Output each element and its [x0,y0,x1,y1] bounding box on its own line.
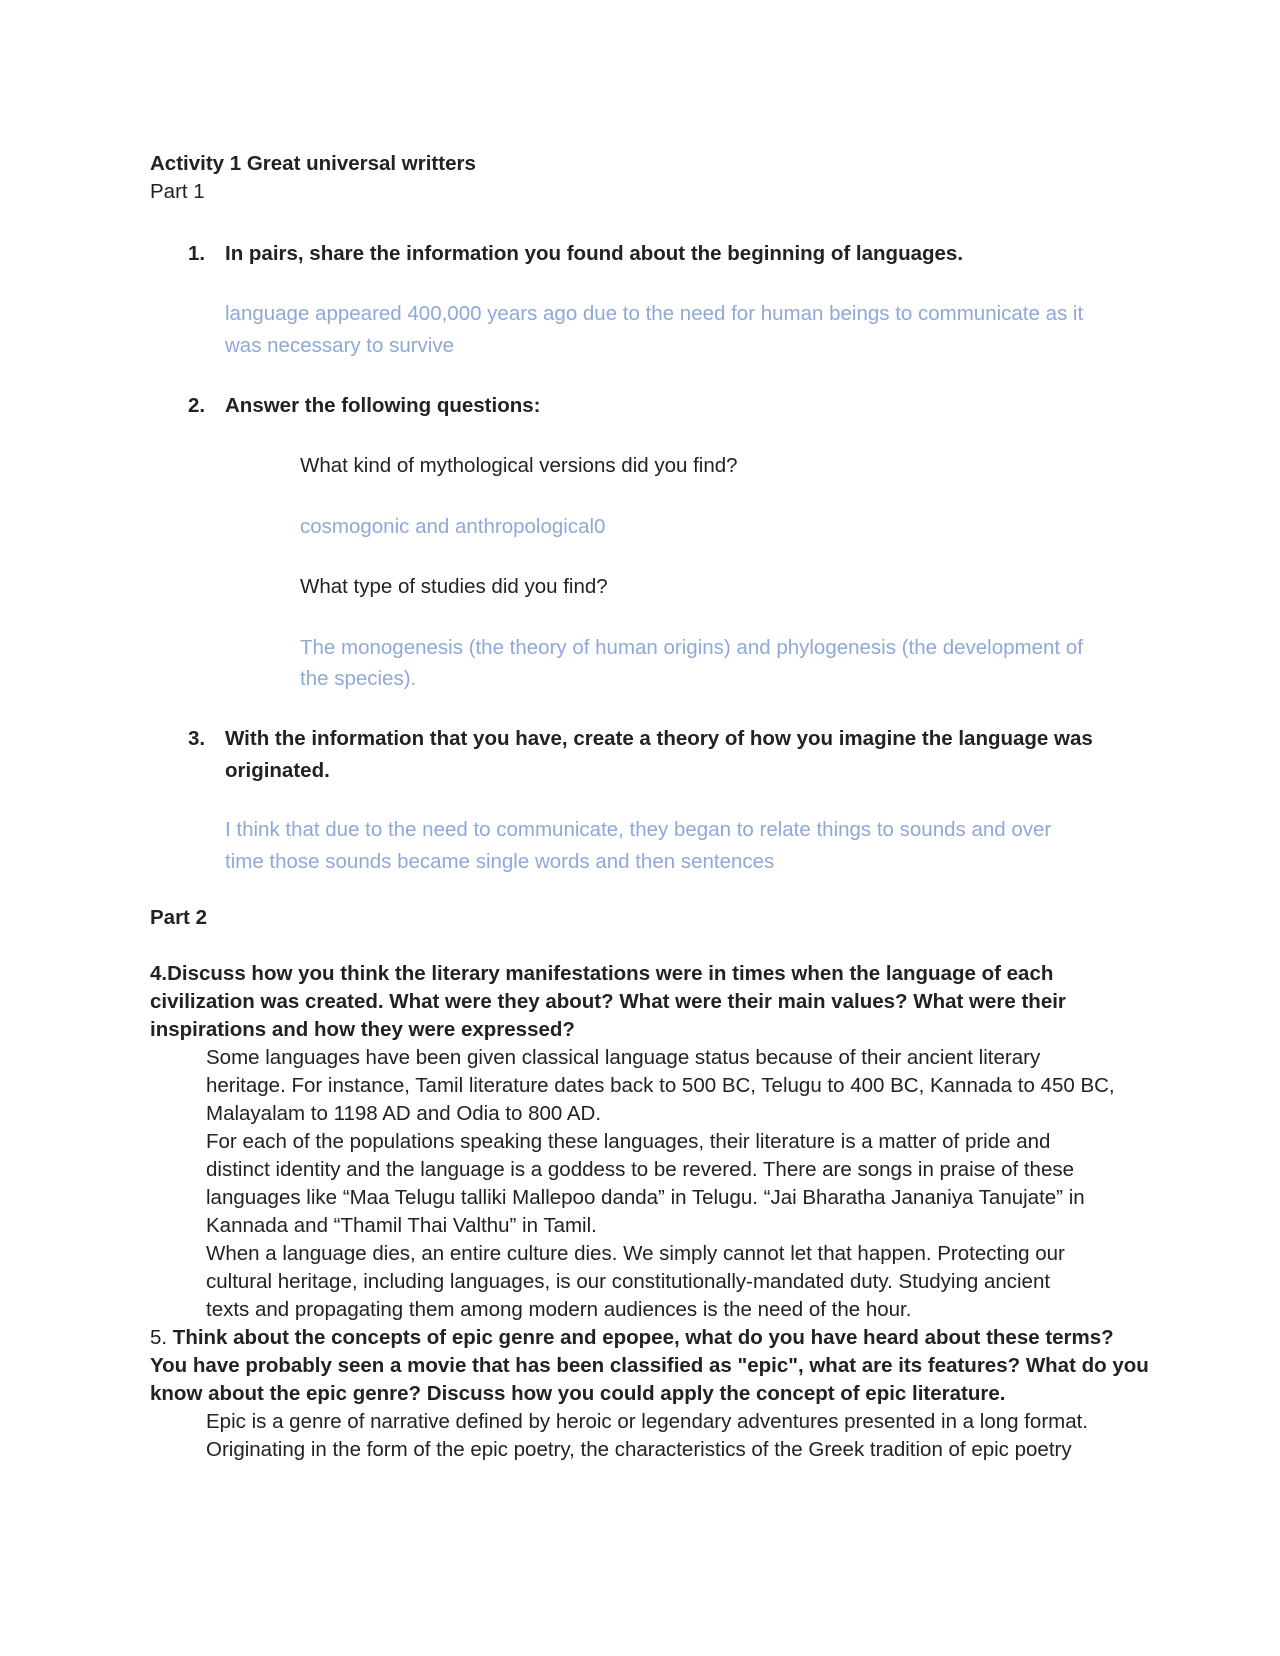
q1-answer-line: was necessary to survive [225,334,455,357]
q3-answer-line: time those sounds became single words and then sentences [225,850,775,873]
q4-answer-line: When a language dies, an entire culture dies. We simply cannot let that happen. Protecting our [206,1242,1065,1265]
q3-answer-line: I think that due to the need to communicate, they began to relate things to sounds and over [225,818,1052,841]
q3-number: 3. [188,727,206,750]
q4-answer-line: heritage. For instance, Tamil literature dates back to 500 BC, Telugu to 400 BC, Kannada to 450 BC, [206,1074,1115,1097]
part2-label: Part 2 [150,906,207,929]
q4-answer-line: Some languages have been given classical language status because of their ancient literary [206,1046,1041,1069]
q2-sub1-question: What kind of mythological versions did you find? [300,454,738,477]
q4-answer-line: texts and propagating them among modern audiences is the need of the hour. [206,1298,912,1321]
q2-sub2-question: What type of studies did you find? [300,575,608,598]
q4-answer-line: Malayalam to 1198 AD and Odia to 800 AD. [206,1102,602,1125]
q5-answer-line: Originating in the form of the epic poetry, the characteristics of the Greek tradition of epic poetry [206,1438,1072,1461]
q2-sub1-answer: cosmogonic and anthropological0 [300,515,606,538]
document-title: Activity 1 Great universal writters [150,152,476,175]
q2-text: Answer the following questions: [225,394,541,417]
q2-sub2-answer-line: The monogenesis (the theory of human origins) and phylogenesis (the development of [300,636,1083,659]
q4-answer-line: cultural heritage, including languages, is our constitutionally-mandated duty. Studying ancient [206,1270,1051,1293]
q4-text-line: 4.Discuss how you think the literary manifestations were in times when the language of each [150,962,1054,985]
q5-text-first: Think about the concepts of epic genre and epopee, what do you have heard about these terms? [172,1326,1114,1349]
q1-text: In pairs, share the information you found about the beginning of languages. [225,242,964,265]
q4-text-line: civilization was created. What were they about? What were their main values? What were their [150,990,1066,1013]
q4-answer-line: languages like “Maa Telugu talliki Mallepoo danda” in Telugu. “Jai Bharatha Jananiya Tanujate” in [206,1186,1085,1209]
q5-text-line [150,1324,1114,1352]
q4-text-line: inspirations and how they were expressed? [150,1018,575,1041]
q4-answer-line: distinct identity and the language is a goddess to be revered. There are songs in praise of these [206,1158,1075,1181]
q3-text-line: With the information that you have, create a theory of how you imagine the language was [225,727,1093,750]
q4-answer-line: Kannada and “Thamil Thai Valthu” in Tamil. [206,1214,597,1237]
q2-sub2-answer-line: the species). [300,667,417,690]
part1-label: Part 1 [150,180,205,203]
q1-answer-line: language appeared 400,000 years ago due to the need for human beings to communicate as it [225,302,1084,325]
q5-answer-line: Epic is a genre of narrative defined by heroic or legendary adventures presented in a long format. [206,1410,1089,1433]
q2-number: 2. [188,394,206,417]
q1-number: 1. [188,242,206,265]
q3-text-line: originated. [225,759,330,782]
q5-text-line: know about the epic genre? Discuss how you could apply the concept of epic literature. [150,1382,1006,1405]
q5-prefix: 5. [150,1326,173,1349]
q4-answer-line: For each of the populations speaking these languages, their literature is a matter of pride and [206,1130,1051,1153]
q5-text-line: You have probably seen a movie that has been classified as "epic", what are its features? What do you [150,1354,1149,1377]
